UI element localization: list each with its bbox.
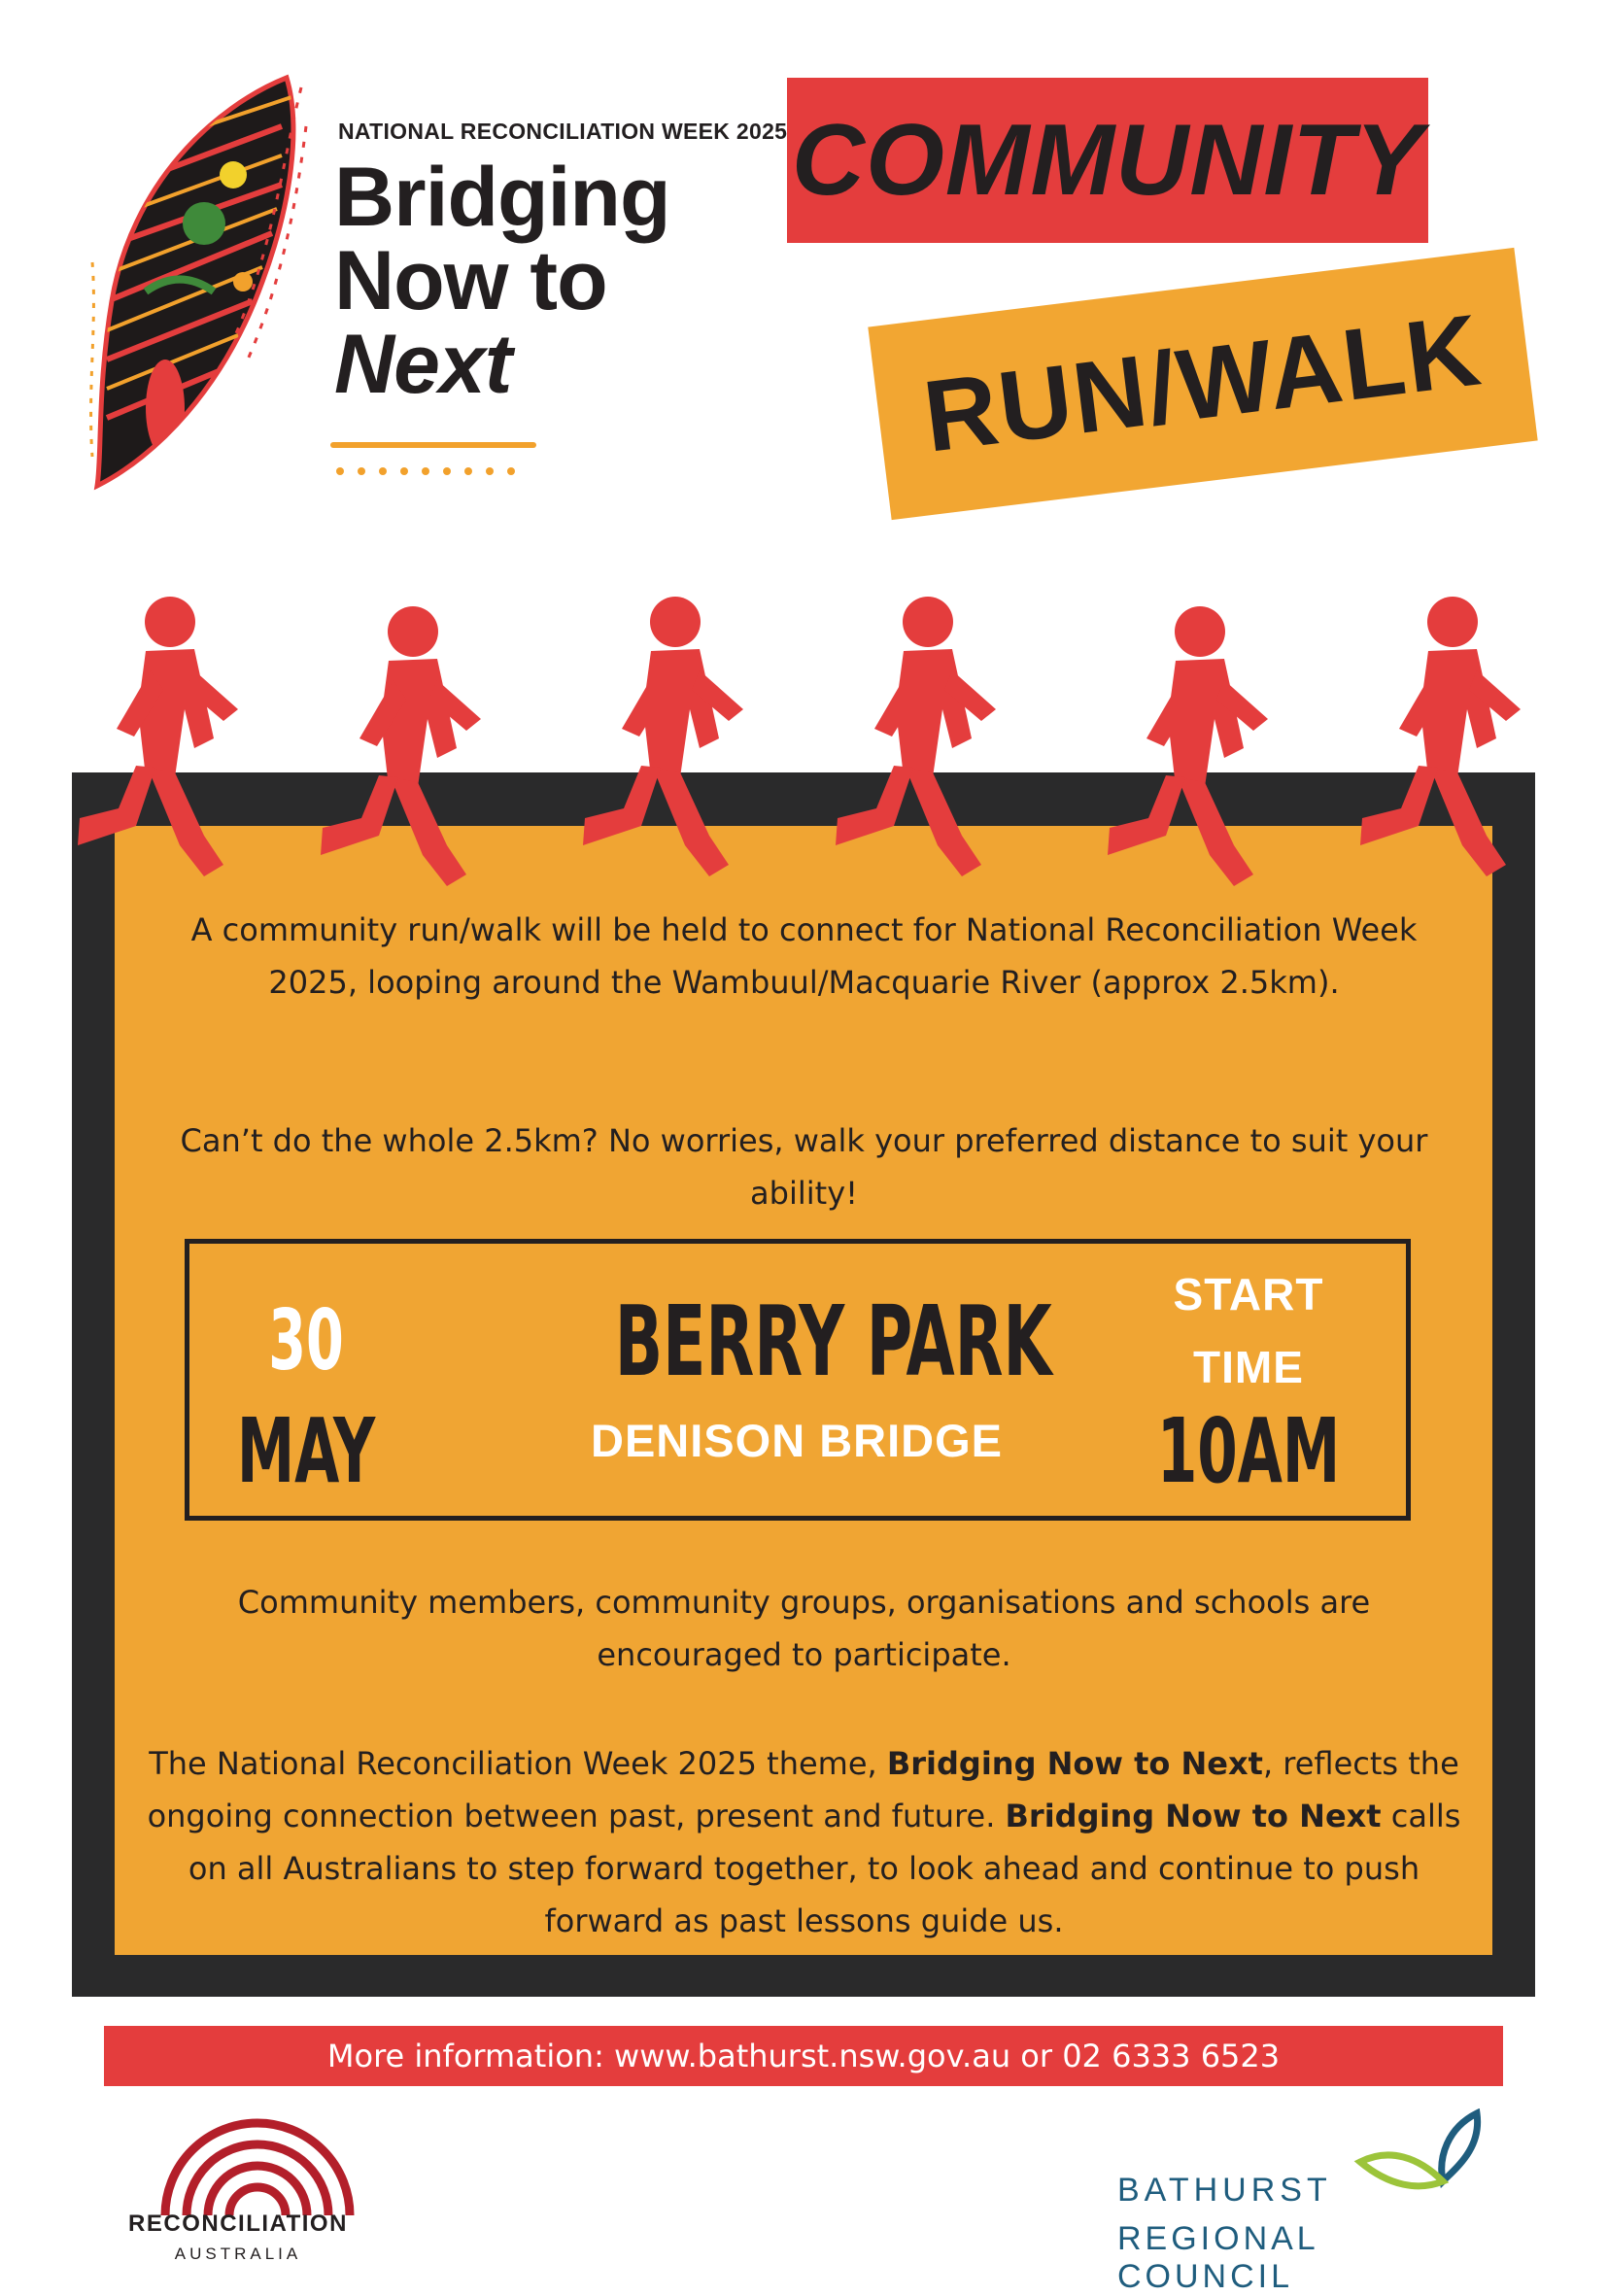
start-label: START [1173, 1269, 1324, 1319]
runner-4 [836, 597, 996, 876]
week-label: NATIONAL RECONCILIATION WEEK 2025 [338, 119, 788, 144]
logo-title [334, 151, 723, 411]
run-walk-banner [868, 248, 1537, 520]
time-label: TIME [1193, 1342, 1304, 1392]
participate-paragraph: Community members, community groups, organisations and schools are encouraged to participate. [237, 1584, 1371, 1673]
logo-title-line2: Now to [334, 234, 607, 327]
event-day: 30 [268, 1292, 344, 1389]
logo-dots [335, 466, 530, 476]
runner-silhouettes [68, 578, 1525, 889]
more-info-text: More information: www.bathurst.nsw.gov.au or 02 6333 6523 [326, 2038, 1281, 2074]
distance-paragraph: Can’t do the whole 2.5km? No worries, walk your preferred distance to suit your ability! [180, 1122, 1428, 1212]
event-venue: BERRY PARK [614, 1285, 1052, 1398]
runner-5 [1108, 606, 1268, 886]
runner-3 [583, 597, 743, 876]
council-name-line1: BATHURST [1117, 2172, 1332, 2209]
theme-paragraph [146, 1737, 1462, 1947]
reconciliation-australia-name: RECONCILIATION [128, 2210, 348, 2237]
logo-title-line1: Bridging [334, 151, 670, 244]
more-info-bar [104, 2026, 1503, 2086]
community-banner-text: COMMUNITY [791, 103, 1424, 217]
theme-bold-2: Bridging Now to Next [1005, 1798, 1382, 1834]
event-venue-sub: DENISON BRIDGE [591, 1415, 1003, 1466]
intro-paragraph: A community run/walk will be held to connect for National Reconciliation Week 2025, looping around the Wambuul/Macquarie River (approx 2.5km). [190, 911, 1418, 1001]
runner-2 [321, 606, 481, 886]
runner-1 [78, 597, 238, 876]
reconciliation-week-leaf-logo [87, 68, 321, 496]
theme-text-1: The National Reconciliation Week 2025 theme, [149, 1745, 887, 1782]
runner-6 [1360, 597, 1521, 876]
reconciliation-australia-sub: AUSTRALIA [174, 2245, 302, 2263]
theme-text-3: calls on all Australians to step forward together, to look ahead and continue to push forward as past lessons guide us. [188, 1798, 1461, 1939]
bathurst-council-butterfly-icon [1351, 2108, 1496, 2206]
logo-title-line3: Next [334, 318, 512, 411]
community-banner [787, 78, 1428, 243]
theme-bold-1: Bridging Now to Next [886, 1745, 1263, 1782]
council-name-line2: REGIONAL COUNCIL [1117, 2220, 1318, 2295]
event-time: 10AM [1156, 1399, 1341, 1503]
run-walk-banner-text: RUN/WALK [917, 292, 1488, 474]
event-month: MAY [236, 1399, 376, 1503]
reconciliation-australia-arcs-icon [146, 2118, 369, 2215]
logo-underline [330, 442, 536, 448]
theme-text-2: , reflects the ongoing connection between past, present and future. [147, 1745, 1459, 1834]
